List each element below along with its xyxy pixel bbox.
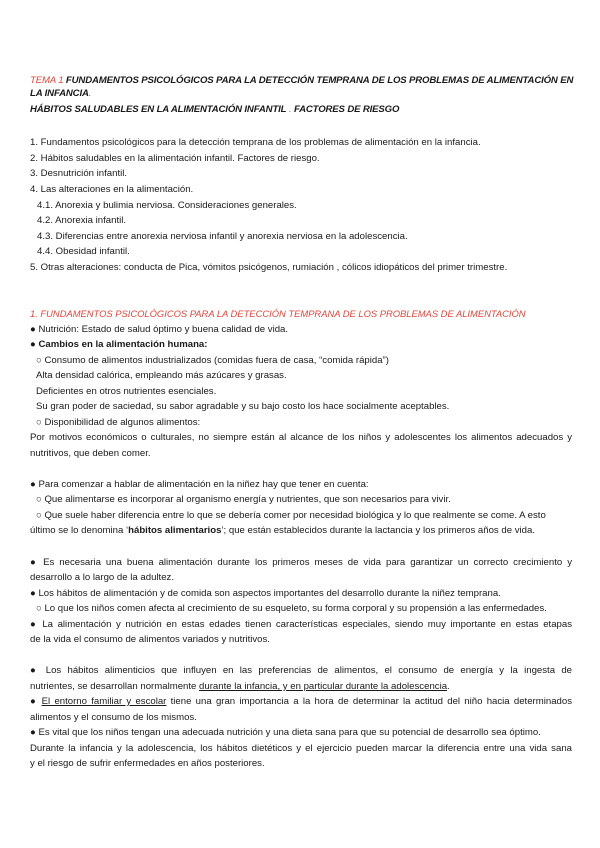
- toc-subitem: 4.2. Anorexia infantil.: [37, 215, 127, 226]
- paragraph: Su gran poder de saciedad, su sabor agradable y su bajo costo los hace socialmente aceptables.: [36, 401, 450, 412]
- paragraph: y el riesgo de sufrir enfermedades en años posteriores.: [30, 758, 265, 769]
- circle-bullet-icon: ○: [36, 417, 42, 428]
- paragraph: desarrollo a lo largo de la adultez.: [30, 572, 174, 583]
- paragraph: alimentos y el consumo de los mismos.: [30, 712, 197, 723]
- paragraph: Por motivos económicos o culturales, no siempre están al alcance de los niños y adolescentes los alimentos adecuados y: [30, 432, 572, 443]
- paragraph: nutritivos, que deben comer.: [30, 448, 151, 459]
- sub-bullet-paragraph: ○ Lo que los niños comen afecta al crecimiento de su esqueleto, su forma corporal y su propensión a las enfermedades.: [36, 603, 547, 614]
- bullet-paragraph: ● Para comenzar a hablar de alimentación en la niñez hay que tener en cuenta:: [30, 479, 369, 490]
- bullet-icon: ●: [30, 727, 36, 738]
- bullet-icon: ●: [30, 479, 36, 490]
- toc-subitem: 4.3. Diferencias entre anorexia nerviosa infantil y anorexia nerviosa en la adolescencia.: [37, 231, 408, 242]
- tema-label: TEMA 1: [30, 75, 64, 86]
- sub-bullet-paragraph: ○ Consumo de alimentos industrializados (comidas fuera de casa, “comida rápida”): [36, 355, 389, 366]
- toc-item: 1. Fundamentos psicológicos para la detección temprana de los problemas de alimentación en la infancia.: [30, 137, 481, 148]
- paragraph: Durante la infancia y la adolescencia, los hábitos dietéticos y el ejercicio pueden marcar la diferencia entre una vida sana: [30, 743, 572, 754]
- bullet-paragraph: ● Es vital que los niños tengan una adecuada nutrición y una dieta sana para que su potencial de desarrollo sea óptimo.: [30, 727, 541, 738]
- bullet-paragraph: ● La alimentación y nutrición en estas edades tienen características especiales, siendo muy importante en estas etapas: [30, 619, 572, 630]
- circle-bullet-icon: ○: [36, 510, 42, 521]
- bullet-paragraph: ● Nutrición: Estado de salud óptimo y buena calidad de vida.: [30, 324, 289, 335]
- bullet-icon: ●: [30, 324, 36, 335]
- paragraph: nutrientes, se desarrollan normalmente durante la infancia, y en particular durante la adolescencia.: [30, 681, 450, 692]
- bullet-paragraph: ● Los hábitos alimenticios que influyen en las preferencias de alimentos, el consumo de energía y la ingesta de: [30, 665, 573, 676]
- bullet-paragraph: ● Cambios en la alimentación humana:: [30, 339, 208, 350]
- title-line-1: [30, 75, 573, 87]
- paragraph: Alta densidad calórica, empleando más azúcares y grasas.: [36, 370, 287, 381]
- toc-item: 5. Otras alteraciones: conducta de Pica, vómitos psicógenos, rumiación , cólicos idiopáticos del primer trimestre.: [30, 262, 508, 273]
- toc-item: 3. Desnutrición infantil.: [30, 168, 128, 179]
- bullet-icon: ●: [30, 588, 36, 599]
- toc-subitem: 4.1. Anorexia y bulimia nerviosa. Consideraciones generales.: [37, 200, 297, 211]
- title-main: FUNDAMENTOS PSICOLÓGICOS PARA LA DETECCIÓN TEMPRANA DE LOS PROBLEMAS DE ALIMENTACIÓN EN: [65, 75, 574, 86]
- paragraph: Deficientes en otros nutrientes esenciales.: [36, 386, 217, 397]
- section-heading: 1. FUNDAMENTOS PSICOLÓGICOS PARA LA DETECCIÓN TEMPRANA DE LOS PROBLEMAS DE ALIMENTACIÓN: [30, 308, 526, 319]
- bullet-paragraph: ● El entorno familiar y escolar tiene una gran importancia a la hora de determinar la actitud del niño hacia determinados: [30, 696, 573, 707]
- circle-bullet-icon: ○: [36, 603, 42, 614]
- circle-bullet-icon: ○: [36, 355, 42, 366]
- toc-item: 4. Las alteraciones en la alimentación.: [30, 184, 194, 195]
- title-line-3: HÁBITOS SALUDABLES EN LA ALIMENTACIÓN INFANTIL . FACTORES DE RIESGO: [30, 104, 400, 115]
- sub-bullet-paragraph: ○ Que suele haber diferencia entre lo que se debería comer por necesidad biológica y lo que realmente se come. A esto: [36, 510, 546, 521]
- bullet-icon: ●: [30, 665, 40, 676]
- paragraph: de la vida el consumo de alimentos variados y nutritivos.: [30, 634, 270, 645]
- paragraph: último se lo denomina ‘hábitos alimentarios’; que están establecidos durante la lactancia y los primeros años de vida.: [30, 525, 535, 536]
- bullet-paragraph: ● Es necesaria una buena alimentación durante los primeros meses de vida para garantizar un correcto crecimiento y: [30, 557, 573, 568]
- sub-bullet-paragraph: ○ Que alimentarse es incorporar al organismo energía y nutrientes, que son necesarios para vivir.: [36, 494, 451, 505]
- bullet-icon: ●: [30, 696, 38, 707]
- toc-subitem: 4.4. Obesidad infantil.: [37, 246, 130, 257]
- bullet-icon: ●: [30, 557, 39, 568]
- title-line-2: LA INFANCIA.: [30, 88, 92, 99]
- circle-bullet-icon: ○: [36, 494, 42, 505]
- toc-item: 2. Hábitos saludables en la alimentación infantil. Factores de riesgo.: [30, 153, 320, 164]
- sub-bullet-paragraph: ○ Disponibilidad de algunos alimentos:: [36, 417, 201, 428]
- bullet-paragraph: ● Los hábitos de alimentación y de comida son aspectos importantes del desarrollo durante la niñez temprana.: [30, 588, 501, 599]
- bullet-icon: ●: [30, 619, 38, 630]
- bullet-icon: ●: [30, 339, 36, 350]
